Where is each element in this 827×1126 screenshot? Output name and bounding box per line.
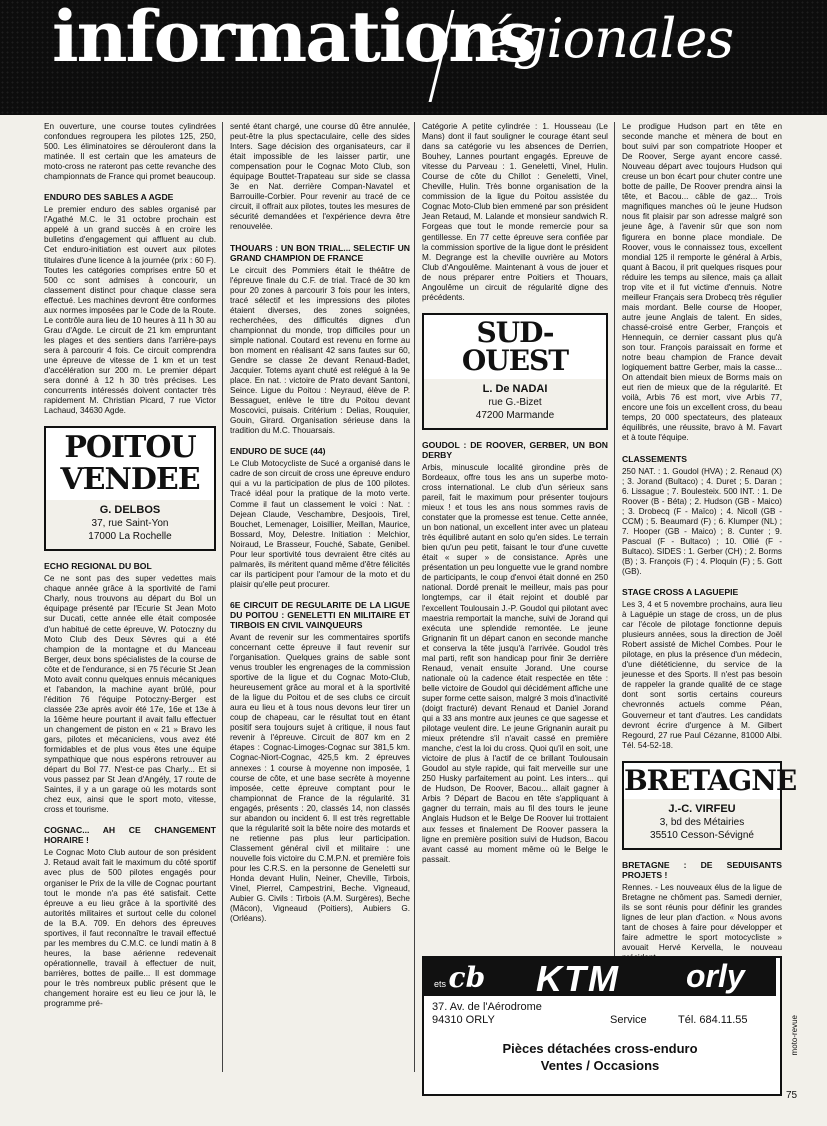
article-text: Arbis, minuscule localité girondine près de Bordeaux, offre tous les ans un superbe moto-cross international. Le club d'un sérieux sans pareil, fait le maximum pour présenter toujours mieux ! et tous les ans nous sommes ravis de constater que la promesse est tenue. Cette année, un bon national, un excellent inter avec un plateau très équilibré autant en solo qu'en sides. Le terrain bien qu'un peu petit, faisant le tour d'une cuvette était « super » de consistance. Après une présentation un peu longuette vue le grand nombre de participants, le coup d'envoi était donné en 250 national. Dordé prenait le meilleur, mais pas pour longtemps, car il était rejoint et doublé par l'excellent Toulousain J.-P. Goudol qui pilotant avec maestria remportait la manche, suivi de Jorand qui exécuta une splendide remontée. Le jeune Grignanin fit un départ canon en seconde manche et conserva la tête jusqu'à l'arrivée. Goudol très mal parti, refit son handicap pour finir 3e derrière Renaud, venait ensuite Jorand. Une course nationale où la cadence était respectée en tête : belle victoire de Goudol qui décidément affiche une super forme cette saison, malgré 3 mois d'inactivité (doigt fracturé) devant Renaud et Daniel Jorand qui a 33 ans montre aux jeunes ce que sagesse et pilotage veulent dire. Le jeune Grignanin aurait pu mieux prétendre s'il n'avait cassé en première manche, c'est la loi du cross. Quoi qu'il en soit, une victoire de plus à l'actif de ce brillant Toulousain Goudol au style rapide, qui fait merveille sur une 250 Husky parfaitement au point. Les inters... qui de Hudson, De Roover, Bacou... allait gagner à Arbis ? Départ de Bacou en tête s'appliquant à gagner du terrain, mais au fil des tours le jeune Anglais Hudson et le Belge De Roover lui trottaient aux fesses et finalement De Roover passera la ligne en première position suivi de Hudson, Bacou avant cassé au moment même où le Belge le passait. xyxy=(422,462,608,864)
article-text: Le Club Motocycliste de Sucé a organisé dans le cadre de son circuit de cross une épreuve enduro qui a vu la participation de plus de 100 pilotes. Tracé idéal pour la pratique de la moto verte. Comme il faut un classement le voici : Nat. : Dejean Claude, Veschambre, Desjoois, Tirel, Bouchet, Lemenager, Loisillier, Meillan, Maurice, Bossard, Moy, Delestre. Initiation : Melchior, Noiraud, Le Brasseur, Fouché, Sabate, Genibel. Pour leur sportivité tous devraient être cités au palmarès, ils méritent quand même d'être félicités car ils participent pour l'amour de la moto et du plaisir qu'elle peut procurer. xyxy=(230,459,410,589)
article-text: Les 3, 4 et 5 novembre prochains, aura lieu à Laguépie un stage de cross, un de plus car l'école de pilotage fonctionne depuis plusieurs années, sous la direction de Joël Robert assisté de Michel Combes. Pour le pilotage, en plus la présence d'un médecin, d'une diététicienne, du service de la jeunesse et des Sports. Il n'est pas besoin de rappeler la grande qualité de ce stage dont sont sortis certains coureurs chevronnés actuels comme Péan, Gouverneur et tant d'autres. Les candidats devront écrire d'urgence à M. Gilbert Regourd, 27 rue Paul Cézanne, 81000 Albi. Tél. 54-52-18. xyxy=(622,600,782,750)
region-city: 47200 Marmande xyxy=(475,409,555,421)
region-address xyxy=(46,500,214,549)
region-address xyxy=(424,379,606,428)
region-city: 35510 Cesson-Sévigné xyxy=(650,829,754,841)
article-heading: ENDURO DE SUCE (44) xyxy=(230,446,326,457)
region-name: POITOU VENDEE xyxy=(46,428,214,500)
article-text: Catégorie A petite cylindrée : 1. Housseau (Le Mans) dont il faut souligner le courage étant seul dans sa catégorie vu les absences de Derrien, Bouhey, Lannes pourtant engagés. Epreuve de vitesse du Parveau : 1. Geneletti, Vinel, Hulin. Course de côte du Chillot : Geneletti, Vinel, Cheville, Hulin. Très bonne organisation de la commission de la ligue du Poitou assistée du Cognac Moto-Club bien emmené par son président Jean Retaud, M. Lalande et monsieur sandwich R. Forgeas que tout le monde remercie pour sa gentillesse. En 77 cette épreuve sera confiée par la commission sportive de la ligue dont le président M. Degrange est la cheville ouvrière au Motors Club d'Angoulême. Maintenant à vous de jouer et de nous préparer entre Poitiers et Thouars, Angoulême un circuit de régularité digne des précédents. xyxy=(422,122,608,302)
article-text: Avant de revenir sur les commentaires sportifs concernant cette épreuve il faut revenir sur l'organisation. Quelques grains de sable sont venus troubler les engrenages de la commission sportive de la ligue et du Cognac Moto-Club, heureusement grâce au moral et à la sportivité de la ligue du Poitou et de ses clubs ce circuit aura eu lieu et à tous nous devons leur tirer un coup de chapeau, car le résultat tout en étant positif sera toujours sujet à critique, il nous faut revenir à l'épreuve. Circuit de 807 km en 2 étapes : Cognac-Limoges-Cognac sur 381,5 km. Cognac-Niort-Cognac, 425,5 km. 2 épreuves annexes : 1 course à moyenne non imposée, 1 course de côte, et une base secrète à moyenne imposée, cette épreuve comptant pour le championnat de France de la régularité. 31 engagés, présents : 20, classés 14, non classés sur abandon ou incident 6. Il est très regrettable que la régularité soit la bête noire des motards et ne retienne pas plus leur participation. Classement général civil et militaire : une nouvelle fois victoire du C.M.P.N. et première fois pour les C.R.S. en la personne de Geneletti sur Honda devant Hulin, Neiner, Cheville, Tirbois, Vinel, Pierrel, Campestrini, Beche. Vigneaud, Aubier G. Civils : Tirbois (A.M. Surgères), Beche (Mâcon), Vigneaud (Poitiers), Aubiers G. (Orléans). xyxy=(230,632,410,924)
column-rule xyxy=(414,122,415,1072)
ktm-logo: KTM xyxy=(536,958,620,999)
ad-tagline-1: Pièces détachées cross-enduro xyxy=(502,1041,698,1056)
article-heading: THOUARS : UN BON TRIAL... SELECTIF UN GRAND CHAMPION DE FRANCE xyxy=(230,242,410,263)
ad-phone: Tél. 684.11.55 xyxy=(678,1014,748,1026)
article-heading: COGNAC... AH CE CHANGEMENT HORAIRE ! xyxy=(44,825,216,846)
region-box-sud-ouest xyxy=(422,313,608,430)
region-contact: L. De NADAI xyxy=(482,382,548,395)
article-heading: ECHO REGIONAL DU BOL xyxy=(44,561,152,572)
ad-address-line2: 94310 ORLY xyxy=(432,1014,495,1026)
ad-address xyxy=(432,1001,542,1027)
column-rule xyxy=(614,122,615,1072)
article-text: Ce ne sont pas des super vedettes mais chaque année grâce à la sportivité de l'ami Charly, nous trouvons au départ du Bol un équipage présenté par l'Ecurie St Jean Moto sur Ducati, cette année elle était composée d'un habitué de cette épreuve, W. Potoczny du Moto Club des Deux Sèvres qui a été champion de la montagne et du Manceau Berger, deux bons spécialistes de la course de côte et de l'endurance, si en 75 l'écurie St Jean Moto avait connu quelques ennuis mécaniques et l'abandon, la machine ayant brûlé, pour l'édition 76 l'équipe Potoczny-Berger est classée 23e après avoir été 17e, 16e et 13e à la 16ème heure pourtant il avait fallu effectuer un changement de piston en « 21 » Bravo les gars, pilotes et mécaniciens, vous avez été formidables et de plus vous êtes une équipe sympathique que nous espérons retrouver au départ du Bol 77. N'est-ce pas Charly... Et si vous passez par St Jean d'Angély, 17 route de Saintes, il y a un garage où les motards sont chez eux, ainsi que le sport moto, vitesse, cross et tourisme. xyxy=(44,574,216,815)
region-street: 3, bd des Métairies xyxy=(659,816,745,828)
article-heading: BRETAGNE : DE SEDUISANTS PROJETS ! xyxy=(622,859,782,880)
header-banner xyxy=(0,0,827,115)
article-text: Le circuit des Pommiers était le théâtre de l'épreuve finale du C.F. de trial. Tracé de 30 km pour 20 zones à parcourir 3 fois pour les inters, tracé sélectif et les impressions des pilotes étaient diverses, des zones soignées, recherchées, des difficultés dignes d'un championnat du monde, trop difficiles pour un simple national. Coutard est revenu en forme au bon moment en réalisant 42 sans fautes sur 60, Gendre se classe 2e devant Renaud-Badet, Jacquier. Totems ayant chuté est relégué à la 9e place. En nat. : victoire de Prato devant Santoni, Seince. Ligue du Poitou : Neyraud, élève de P. Bessaguet, enlève le titre du Poitou devant Moscovici, puisais. Critérium : Delias, Rouquier, Gouin, Girard. Organisation sérieuse dans la tradition du M.C. Thouarsais. xyxy=(230,265,410,436)
ad-tagline xyxy=(424,1040,776,1074)
article-text: Rennes. - Les nouveaux élus de la ligue de Bretagne ne chôment pas. Samedi dernier, ils se sont réunis pour définir les grandes lignes de leur plan d'action. « Nous avons tant de choses à faire pour développer et faire admettre le sport motocycliste » avouait Hervé Kervella, le nouveau xyxy=(622,882,782,952)
title-informations: informations xyxy=(52,0,535,78)
article-heading: 6E CIRCUIT DE REGULARITE DE LA LIGUE DU POITOU : GENELETTI EN MILITAIRE ET TIRBOIS EN CIVIL VAINQUEURS xyxy=(230,599,410,630)
region-box-bretagne xyxy=(622,761,797,850)
advertisement-box xyxy=(422,956,782,1096)
column-2 xyxy=(230,122,410,924)
region-box-poitou xyxy=(44,426,216,551)
page-number: 75 xyxy=(786,1090,798,1101)
column-3 xyxy=(422,122,608,865)
orly-logo: orly xyxy=(686,958,745,994)
article-text: En ouverture, une course toutes cylindrées confondues regroupera les pilotes 125, 250, 500. Les éliminatoires se dérouleront dans la matinée. Il est certain que les amateurs de moto-cross ne rateront pas cette revanche des championnats de France qui promet beaucoup. xyxy=(44,122,216,182)
region-street: 37, rue Saint-Yon xyxy=(91,518,169,530)
region-address xyxy=(624,799,780,848)
article-text: Le premier enduro des sables organisé par l'Agathé M.C. le 31 octobre prochain est appelé à un grand succès à en croire les bulletins d'engagement qui affluent au club. Cet enduro-initiation est ouvert aux pilotes titulaires d'une licence à la journée (prix : 60 F). Toutes les catégories comprises entre 50 et 500 cc sont admises à concourir, un classement distinct pour chaque classe sera effectué. Les machines devront être conformes aux normes imposées par le Code de la Route. Le contrôle aura lieu de 10 heures à 11 h 30 au Grau d'Agde. Le circuit de 21 km empruntant les plages et des sentiers dans l'arrière-pays sera à parcourir 4 fois. Ce circuit comprendra une épreuve de vitesse de 1 km et un test d'accélération sur 200 m. Le premier départ sera donné à 12 h 30 très précises. Les concurrents intéressés doivent contacter très rapidement M. Christian Picard, 7 rue Victor Lachaud, 34630 Agde. xyxy=(44,205,216,416)
region-name: BRETAGNE xyxy=(624,763,797,797)
title-regionales: régionales xyxy=(457,7,734,70)
region-street: rue G.-Bizet xyxy=(488,396,542,408)
article-text: 250 NAT. : 1. Goudol (HVA) ; 2. Renaud (X) ; 3. Jorand (Bultaco) ; 4. Duret ; 5. Daran ; 6. Lissague ; 7. Boulesteix. 500 INT. : 1. De Roover (B - Béta) ; 2. Hudson (GB - Maico) ; 3. Drobecq (F - Maïco) ; 4. Nicoll (GB - CCM) ; 5. Beaumard (F) ; 6. Klumper (NL) ; 7. Hooper (GB - Maico) ; 8. Cunter ; 9. Pascual (F - Bultaco) ; 10. Ollié (F - Bultaco). SIDES : 1. Gerber (CH) ; 2. Borms (B) ; 3. François (F) ; 4. Ploquin (F) ; 5. Gott (GB). xyxy=(622,466,782,576)
article-text: senté étant chargé, une course dû être annulée, peut-être la plus spectaculaire, celle des sides Inters. Sage décision des organisateurs, car il était impossible de les laisser partir, une compensation pour le Cognac Moto Club, son équipage Bouttet-Trapateau sur side se classa 3e en Nat. derrière Compan-Navatel et Barrouille-Corbier. Pour revenir au tracé de ce circuit, il offrait aux pilotes, toutes les mesures de sécurité demandées et l'expérience devra être renouvelée. xyxy=(230,122,410,232)
cb-logo xyxy=(434,961,485,994)
article-heading: GOUDOL : DE ROOVER, GERBER, UN BON DERBY xyxy=(422,439,608,460)
ad-tagline-2: Ventes / Occasions xyxy=(540,1058,660,1073)
region-contact: G. DELBOS xyxy=(99,504,161,517)
article-heading: ENDURO DES SABLES A AGDE xyxy=(44,192,174,203)
article-text: Le prodigue Hudson part en tête en seconde manche et mènera de bout en bout suivi par son compatriote Hooper et De Roover, Serge ayant encore cassé. Nouveau départ avec toujours Hudson qui creuse un bon écart pour chuter contre une botte de paille, De Roover prendra ainsi la tête, et Bacou... câble de gaz... Trois magnifiques manches où le jeune Hudson nous fit plaisir par son adresse malgré son jeune âge, à l'avenir sûr que son nom figurera en bonne place mondiale. De Roover, vous le connaissez tous, excellent mondial 125 il remporte le général à Arbis, quant à Bacou, il prit quelques risques pour réduire les temps au silence, mais ça allait trop vite et il fut victime d'ennuis. Notre meilleur Français sera Drobecq très régulier mais mordant. Belle course de Hooper, autre jeune Anglais de talent. En sides, chassé-croisé entre Gerber, François et Hennequin, ce dernier cassant plus qu'à son tour. François paraissait en forme et notre beau champion de France devait logiquement battre Gerber, mais la casse... On attendait bien mieux de Borms mais on eut rien de mieux que de la régularité. Et voilà, Arbis 76 est mort, vive Arbis 77, encore une fois un excellent cross, du beau temps, 20 000 spectateurs, des plateaux équilibrés, une réussite, bravo à M. Favart et à toute l'équipe. xyxy=(622,122,782,443)
column-4 xyxy=(622,122,797,963)
article-text: Le Cognac Moto Club autour de son président J. Retaud avait fait le maximum du côté sportif avec plus de 500 pilotes engagés pour organiser le Prix de la ville de Cognac pourtant tout le monde n'a pas été satisfait. Cette épreuve a eu lieu grâce à la sportivité des autorités militaires et surtout celle du colonel de la B.A. 709. En dehors des épreuves sportives, il faut reconnaître le travail effectué par les membres du C.M.C. ce lundi matin à 8 heures, la base aérienne redevenait opérationnelle, travail à effectuer de nuit, barrières, bottes de paille... Il est dommage pour le très nombreux public présent que le changement horaire est eu lieu ce jour là, le programme pré- xyxy=(44,848,216,1009)
region-name: SUD-OUEST xyxy=(424,315,606,379)
ad-service: Service xyxy=(610,1014,647,1026)
region-city: 17000 La Rochelle xyxy=(88,531,172,543)
column-rule xyxy=(222,122,223,1072)
article-heading: CLASSEMENTS xyxy=(622,453,687,464)
magazine-name: moto-revue xyxy=(790,1015,799,1056)
ad-logo-strip xyxy=(424,958,776,999)
column-1 xyxy=(44,122,216,1009)
article-heading: STAGE CROSS A LAGUEPIE xyxy=(622,587,739,598)
ad-address-line1: 37. Av. de l'Aérodrome xyxy=(432,1001,542,1013)
cb-prefix: ets xyxy=(434,979,447,989)
region-contact: J.-C. VIRFEU xyxy=(668,802,736,815)
cb-name: cb xyxy=(448,961,486,994)
